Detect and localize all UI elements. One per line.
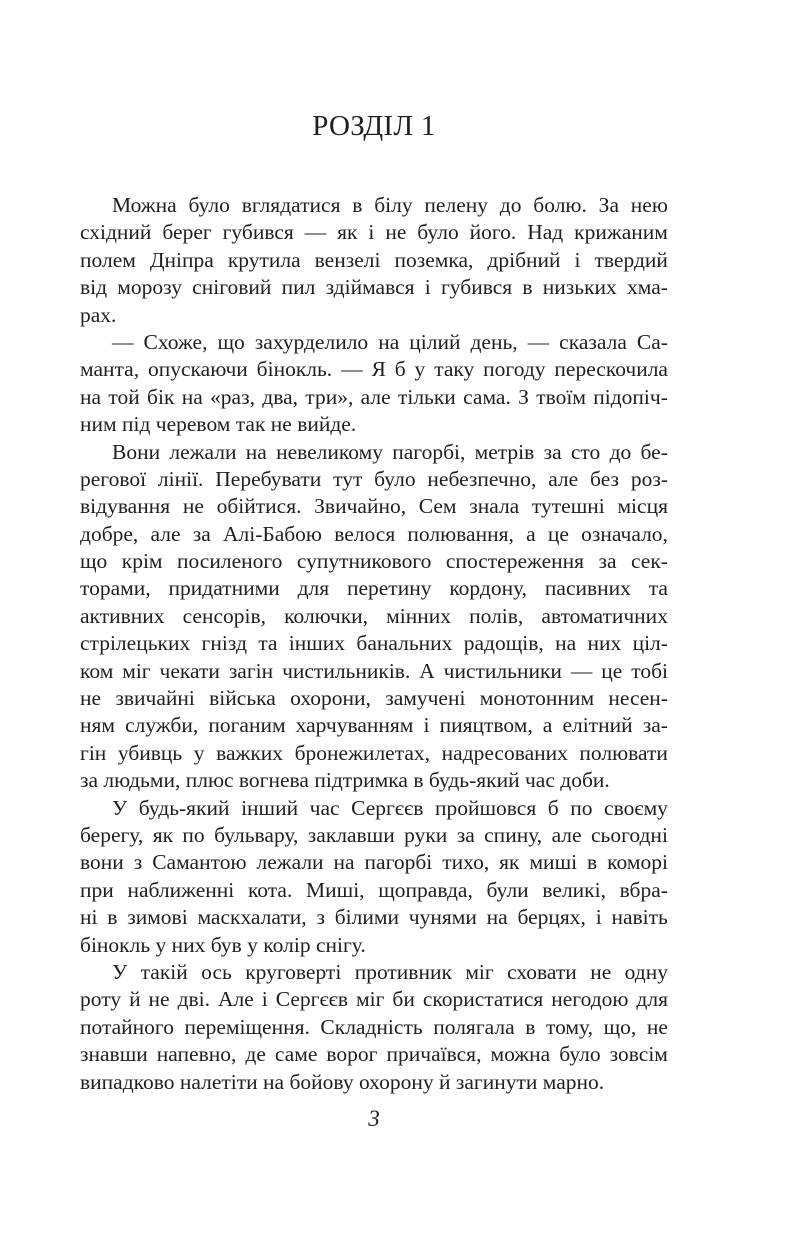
word: переміщення. <box>184 1014 310 1039</box>
word: У <box>112 795 128 820</box>
word: колючки, <box>284 603 369 628</box>
word: що <box>217 329 245 354</box>
word: сама. <box>463 384 511 409</box>
word: метрів <box>474 439 535 464</box>
word: де <box>245 1042 266 1067</box>
word: берегу, <box>80 822 144 847</box>
word: сьогодні <box>590 822 668 847</box>
word: пагорбі <box>364 850 433 875</box>
text-line <box>80 685 668 712</box>
word: — <box>112 329 134 354</box>
word: надресованих <box>441 740 568 765</box>
word: бронежилетах, <box>294 740 431 765</box>
word: гін <box>80 740 107 765</box>
word: небезпечно, <box>427 466 537 491</box>
word: дві. <box>177 987 211 1012</box>
word: твердий <box>594 247 668 272</box>
word: два, <box>262 384 298 409</box>
word: в <box>525 1014 536 1039</box>
word: бе- <box>640 439 668 464</box>
word: міг <box>356 987 385 1012</box>
word: за- <box>642 713 668 738</box>
text-line <box>80 877 668 904</box>
word: міг <box>465 959 494 984</box>
word: зовсім <box>609 1042 668 1067</box>
word: захурделило <box>254 329 369 354</box>
word: сніговий <box>192 275 272 300</box>
word: як <box>337 220 358 245</box>
word: Складність <box>320 1014 423 1039</box>
word: на <box>333 850 355 875</box>
text-line <box>80 1014 668 1041</box>
word: стрілецьких <box>80 631 191 656</box>
paragraph <box>80 329 668 439</box>
text-line <box>80 904 668 931</box>
word: в <box>522 275 533 300</box>
word: було <box>417 220 459 245</box>
word: Сем <box>418 494 457 519</box>
word: хма- <box>627 275 668 300</box>
text-line <box>80 658 668 685</box>
word: вглядатися <box>241 193 341 217</box>
word: в <box>587 850 598 875</box>
word: — <box>570 658 593 683</box>
word: би <box>392 987 415 1012</box>
word: охорони, <box>290 686 371 711</box>
word: б <box>547 795 559 820</box>
word: вони <box>80 850 124 875</box>
word: це <box>547 521 569 546</box>
word: добре, <box>80 521 139 546</box>
word: Сергєєв <box>351 795 424 820</box>
word: полів, <box>469 603 524 628</box>
word: дрібний <box>487 247 561 272</box>
text-line <box>80 521 668 548</box>
word: східний <box>80 220 152 245</box>
word: як <box>499 850 520 875</box>
word: заклавши <box>307 822 395 847</box>
word: здіймався <box>325 275 415 300</box>
text-line <box>80 795 668 822</box>
word: банальних <box>356 631 453 656</box>
word: «раз, <box>210 384 255 409</box>
text-line <box>80 822 668 849</box>
word: губився <box>440 275 513 300</box>
word: означало, <box>581 521 668 546</box>
word: Звичайно, <box>314 494 407 519</box>
word: що <box>80 549 108 574</box>
word: великі, <box>542 877 606 902</box>
word: такій <box>140 959 188 984</box>
word: й <box>129 987 141 1012</box>
word: манта, <box>80 357 140 382</box>
word: полювати <box>579 740 668 765</box>
word: загін <box>228 658 274 683</box>
word: знавши <box>80 1042 148 1067</box>
word: білими <box>334 905 399 930</box>
word: полем <box>80 247 136 272</box>
word: на <box>555 631 577 656</box>
paragraph <box>80 192 668 329</box>
word: У <box>112 959 128 984</box>
word: чистильників. <box>282 658 411 683</box>
word: погоду <box>483 357 546 382</box>
word: придатними <box>168 576 280 601</box>
word: своєму <box>604 795 668 820</box>
word: регової <box>80 466 147 491</box>
word: невеликому <box>276 439 383 464</box>
word: тільки <box>397 384 456 409</box>
word: них <box>587 631 622 656</box>
word: елітний <box>562 713 633 738</box>
word: автоматичних <box>541 603 668 628</box>
word: мінних <box>386 603 452 628</box>
word: Перебувати <box>215 466 322 491</box>
word: активних <box>80 603 165 628</box>
word: обійтися. <box>216 494 302 519</box>
word: Можна <box>112 193 177 217</box>
text-line <box>80 712 668 739</box>
word: спостереження <box>445 549 585 574</box>
paragraph <box>80 439 668 795</box>
word: але <box>150 521 181 546</box>
word: скористатися <box>422 987 544 1012</box>
text-line <box>80 384 668 411</box>
word: А <box>419 658 435 683</box>
word: сказала <box>559 329 627 354</box>
word: навіть <box>611 905 668 930</box>
word: інший <box>241 795 299 820</box>
word: і <box>595 905 602 930</box>
word: крутила <box>227 247 301 272</box>
word: цілий <box>409 329 461 354</box>
word: несен- <box>608 686 668 711</box>
word: не <box>148 987 170 1012</box>
word: на <box>378 329 400 354</box>
word: пил <box>281 275 316 300</box>
word: але <box>360 384 391 409</box>
word: були <box>486 877 529 902</box>
word: роз- <box>630 466 668 491</box>
chapter-heading: РОЗДІЛ 1 <box>312 110 436 142</box>
word: напевно, <box>156 1042 237 1067</box>
word: за <box>543 439 562 464</box>
word: в <box>107 905 118 930</box>
word: на <box>181 384 203 409</box>
word: кота. <box>247 877 293 902</box>
word: посиленого <box>177 549 283 574</box>
word: зимові <box>127 905 188 930</box>
text-line <box>80 329 668 356</box>
word: звичайні <box>115 686 195 711</box>
word: полювання, <box>407 521 514 546</box>
text-line: рах. <box>80 302 117 327</box>
word: чекати <box>159 658 220 683</box>
word: болю. <box>533 193 587 217</box>
word: саме <box>274 1042 318 1067</box>
word: ням <box>80 713 116 738</box>
text-line <box>80 548 668 575</box>
word: низьких <box>542 275 617 300</box>
body-text <box>80 192 668 1096</box>
word: і <box>574 247 581 272</box>
word: — <box>341 357 363 382</box>
word: пелену <box>424 193 488 217</box>
word: щоправда, <box>378 877 473 902</box>
word: але <box>548 466 579 491</box>
text-line <box>80 986 668 1013</box>
word: ком <box>80 658 114 683</box>
word: пияцтвом, <box>439 713 533 738</box>
word: лінії. <box>157 466 204 491</box>
word: монотонним <box>479 686 595 711</box>
word: від <box>80 275 108 300</box>
word: місця <box>617 494 668 519</box>
word: той <box>108 384 140 409</box>
word: час <box>309 795 340 820</box>
word: білу <box>374 193 413 217</box>
word: причаївся, <box>386 1042 482 1067</box>
word: не <box>80 686 102 711</box>
paragraph <box>80 959 668 1096</box>
word: не <box>646 1014 668 1039</box>
word: ціл- <box>632 631 668 656</box>
paragraph <box>80 795 668 959</box>
word: бік <box>147 384 175 409</box>
word: пасивних <box>544 576 631 601</box>
word: за <box>456 822 475 847</box>
word: для <box>636 987 668 1012</box>
word: бінокль. <box>256 357 333 382</box>
word: на <box>80 384 102 409</box>
word: вензелі <box>314 247 381 272</box>
word: тобі <box>631 658 668 683</box>
word: три», <box>305 384 354 409</box>
word: не <box>182 494 204 519</box>
word: морозу <box>117 275 182 300</box>
text-line: випадково налетіти на бойову охорону й загинути марно. <box>80 1069 605 1094</box>
word: За <box>598 193 619 217</box>
word: на <box>486 905 508 930</box>
word: війська <box>209 686 276 711</box>
word: а <box>526 521 536 546</box>
word: Я <box>371 357 386 382</box>
page-number: 3 <box>368 1106 380 1131</box>
word: та <box>258 631 278 656</box>
word: берег <box>162 220 212 245</box>
word: але <box>551 822 582 847</box>
word: тут <box>333 466 363 491</box>
word: підопіч- <box>593 384 668 409</box>
word: супутникового <box>296 549 432 574</box>
word: інших <box>288 631 346 656</box>
word: при <box>80 877 114 902</box>
word: і <box>368 220 375 245</box>
word: а <box>542 713 553 738</box>
text-line <box>80 740 668 767</box>
text-line <box>80 466 668 493</box>
word: сенсорів, <box>182 603 267 628</box>
word: і <box>261 987 268 1012</box>
text-line <box>80 575 668 602</box>
word: одну <box>624 959 668 984</box>
word: полягала <box>433 1014 515 1039</box>
word: противник <box>354 959 452 984</box>
word: кордону, <box>449 576 528 601</box>
text-line <box>80 959 668 986</box>
word: по <box>182 822 205 847</box>
word: пройшовся <box>434 795 537 820</box>
word: потайного <box>80 1014 174 1039</box>
text-line: бінокль у них був у колір снігу. <box>80 932 366 957</box>
word: у <box>414 357 426 382</box>
word: З <box>518 384 529 409</box>
text-line <box>80 603 668 630</box>
word: лежали <box>256 850 324 875</box>
text-line <box>80 274 668 301</box>
word: на <box>245 439 267 464</box>
text-line <box>80 493 668 520</box>
text-line: за людьми, плюс вогнева підтримка в будь-який час доби. <box>80 768 610 793</box>
word: перетину <box>346 576 432 601</box>
word: Миші, <box>306 877 365 902</box>
word: можна <box>490 1042 551 1067</box>
word: ось <box>201 959 232 984</box>
text-line: ним під черевом так не вийде. <box>80 412 357 437</box>
word: — <box>527 329 550 354</box>
word: крижаним <box>574 220 668 245</box>
word: до <box>609 439 632 464</box>
word: Сергєєв <box>275 987 349 1012</box>
word: роту <box>80 987 122 1012</box>
word: губився <box>222 220 294 245</box>
word: бульвару, <box>214 822 299 847</box>
word: поземка, <box>394 247 474 272</box>
word: за <box>192 521 211 546</box>
word: радощів, <box>463 631 544 656</box>
text-line <box>80 849 668 876</box>
word: було <box>188 193 230 217</box>
word: чистильники <box>443 658 562 683</box>
word: знала <box>469 494 520 519</box>
word: нею <box>630 193 668 217</box>
word: спину, <box>484 822 543 847</box>
word: відування <box>80 494 171 519</box>
text-line <box>80 192 668 219</box>
word: Вони <box>112 439 161 464</box>
word: коморі <box>607 850 668 875</box>
word: Са- <box>636 329 668 354</box>
word: ні <box>80 905 98 930</box>
word: до <box>499 193 522 217</box>
word: — <box>304 220 327 245</box>
word: ворог <box>326 1042 378 1067</box>
word: сто <box>570 439 601 464</box>
word: перескочила <box>554 357 668 382</box>
text-line <box>80 439 668 466</box>
word: твоїм <box>536 384 586 409</box>
word: його. <box>469 220 517 245</box>
word: круговерті <box>245 959 342 984</box>
word: Схоже, <box>143 329 208 354</box>
word: це <box>601 658 623 683</box>
word: в <box>352 193 363 217</box>
word: сховати <box>507 959 577 984</box>
word: руки <box>404 822 448 847</box>
word: б <box>394 357 406 382</box>
word: маскхалати, <box>197 905 307 930</box>
word: тому, <box>545 1014 593 1039</box>
word: було <box>559 1042 601 1067</box>
word: Дніпра <box>149 247 214 272</box>
word: харчуванням <box>295 713 414 738</box>
word: з <box>133 850 143 875</box>
word: будь-який <box>138 795 230 820</box>
word: вбра- <box>619 877 668 902</box>
word: поганим <box>208 713 286 738</box>
word: опускаючи <box>147 357 248 382</box>
word: берцях, <box>517 905 586 930</box>
word: міг <box>122 658 151 683</box>
word: і <box>424 275 431 300</box>
word: без <box>590 466 620 491</box>
word: крім <box>121 549 163 574</box>
word: не <box>590 959 612 984</box>
word: миші <box>529 850 578 875</box>
word: як <box>152 822 174 847</box>
word: негодою <box>551 987 629 1012</box>
word: сек- <box>630 549 668 574</box>
word: служби, <box>125 713 199 738</box>
word: для <box>297 576 330 601</box>
word: торами, <box>80 576 151 601</box>
word: пагорбі, <box>392 439 466 464</box>
text-line <box>80 1041 668 1068</box>
word: важких <box>216 740 284 765</box>
word: Алі-Бабою <box>222 521 322 546</box>
word: та <box>648 576 668 601</box>
word: тихо, <box>442 850 490 875</box>
text-line <box>80 630 668 657</box>
word: Але <box>218 987 254 1012</box>
word: велося <box>334 521 396 546</box>
word: по <box>570 795 593 820</box>
text-line <box>80 356 668 383</box>
word: за <box>598 549 617 574</box>
word: з <box>316 905 325 930</box>
word: Самантою <box>152 850 247 875</box>
word: наближенні <box>127 877 235 902</box>
word: було <box>374 466 416 491</box>
text-line <box>80 247 668 274</box>
word: не <box>385 220 407 245</box>
word: чунями <box>408 905 477 930</box>
word: і <box>423 713 430 738</box>
word: у <box>193 740 205 765</box>
word: гнізд <box>201 631 247 656</box>
word: тутешні <box>531 494 605 519</box>
word: день, <box>470 329 518 354</box>
word: Над <box>527 220 564 245</box>
word: замучені <box>385 686 466 711</box>
word: таку <box>434 357 475 382</box>
text-line <box>80 219 668 246</box>
word: що, <box>603 1014 637 1039</box>
word: лежали <box>169 439 237 464</box>
word: убивць <box>117 740 183 765</box>
